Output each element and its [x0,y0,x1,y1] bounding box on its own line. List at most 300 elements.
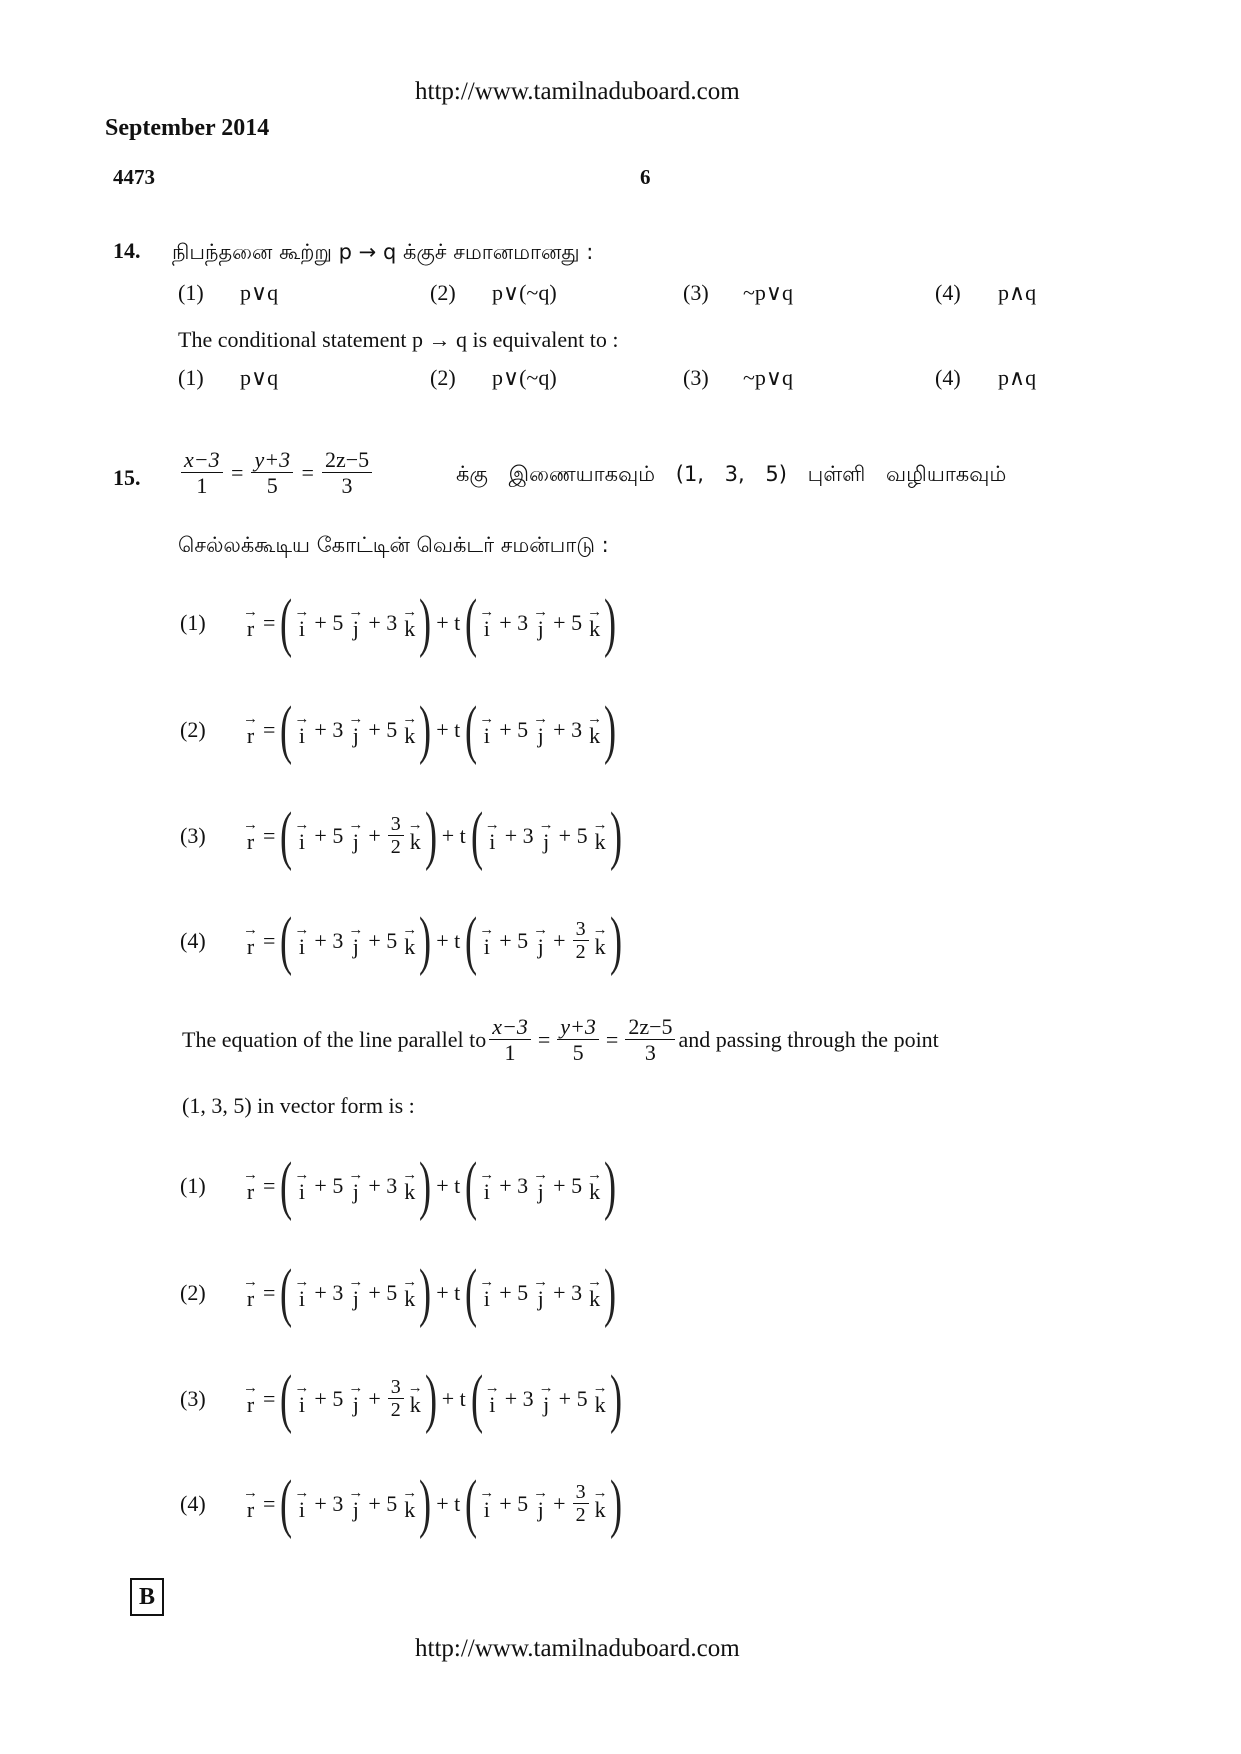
plus-t: + t [436,610,461,635]
coefficient: + 3 [368,1173,398,1198]
vector-letter: j [537,934,544,959]
left-paren: ( [280,1362,293,1435]
q15-english-stem-line1 [182,1015,939,1065]
left-paren: ( [280,693,293,766]
vector-arrow: → [533,711,549,727]
unit-vector-k [402,713,417,747]
vector-arrow: → [479,604,495,620]
frac-den: 3 [341,473,353,499]
unit-vector-k [587,713,602,747]
unit-vector-k [593,819,608,853]
unit-vector-j [539,819,554,853]
frac-num: 2z−5 [322,448,372,473]
q15-tamil-symmetric-equation [178,448,375,498]
unit-vector-j [348,606,363,640]
unit-vector-r [243,1487,258,1521]
option-label: (2) [180,1280,206,1305]
vector-arrow: → [348,1380,364,1396]
coefficient: + 5 [314,1173,344,1198]
vector-letter: i [298,934,305,959]
coefficient: + 5 [314,610,344,635]
equals-sign: = [263,1280,276,1305]
coefficient: + 5 [553,610,583,635]
vector-letter: j [537,1286,544,1311]
q14-tamil-option-1-label: (1) [178,280,204,305]
unit-vector-j [533,1487,548,1521]
vector-group [464,1467,622,1540]
option-label: (1) [180,610,206,635]
unit-vector-i [479,713,494,747]
vector-group [464,1256,617,1329]
vector-group [279,1467,432,1540]
vector-group [279,799,437,872]
unit-vector-j [348,1487,363,1521]
coefficient: + 5 [368,1280,398,1305]
q15-english-option-4 [180,1467,623,1540]
vector-group [279,693,432,766]
coefficient: + 5 [368,928,398,953]
unit-vector-i [294,924,309,958]
q14-tamil-option-2-label: (2) [430,280,456,305]
frac-den: 2 [575,941,586,963]
equals-sign: = [605,1027,619,1053]
left-paren: ( [465,904,478,977]
option-label: (4) [180,928,206,953]
q14-tamil-option-2-text: p∨(~q) [492,280,557,305]
unit-vector-j [348,1382,363,1416]
vector-letter: k [594,934,606,959]
coefficient: + 5 [553,1173,583,1198]
right-paren: ) [609,904,622,977]
unit-vector-k [402,606,417,640]
vector-letter: i [298,1392,305,1417]
unit-vector-k [587,1169,602,1203]
frac-num: y+3 [251,448,293,473]
q15-tamil-option-1 [180,586,617,659]
unit-vector-k [402,1276,417,1310]
option-label: (1) [180,1173,206,1198]
vector-letter: k [594,829,606,854]
vector-group [470,799,623,872]
vector-group [279,1256,432,1329]
vector-arrow: → [243,604,258,620]
q15-english-stem-line2: (1, 3, 5) in vector form is : [182,1093,415,1118]
vector-letter: k [589,1179,601,1204]
coefficient: + 3 [553,717,583,742]
q15-tamil-frac-z [322,448,372,498]
vector-arrow: → [348,1485,364,1501]
vector-letter: i [298,1179,305,1204]
equals-sign: = [263,717,276,742]
unit-vector-i [294,1276,309,1310]
vector-letter: r [246,829,255,854]
coefficient-fraction [573,918,589,964]
vector-letter: j [543,829,550,854]
vector-letter: i [298,829,305,854]
unit-vector-i [294,1382,309,1416]
unit-vector-j [539,1382,554,1416]
vector-arrow: → [243,1274,258,1290]
vector-group [464,586,617,659]
frac-den: 2 [575,1504,586,1526]
question-number-14: 14. [113,238,141,263]
vector-letter: i [298,1497,305,1522]
coefficient: + 3 [504,823,534,848]
frac-num: 3 [573,1481,589,1504]
q14-english-option-4-text: p∧q [998,365,1037,390]
frac-den: 1 [504,1040,516,1066]
frac-den: 5 [266,473,278,499]
english-stem-text: The equation of the line parallel to [182,1027,487,1053]
frac-den: 5 [572,1040,584,1066]
coefficient: + 3 [499,1173,529,1198]
page-number: 6 [640,165,651,189]
vector-arrow: → [243,817,258,833]
coefficient: + 5 [368,717,398,742]
frac-den: 1 [196,473,208,499]
frac-num: x−3 [181,448,223,473]
vector-group [279,586,432,659]
coefficient: + 3 [499,610,529,635]
vector-arrow: → [479,1167,495,1183]
vector-arrow: → [294,922,310,938]
equals-sign: = [263,610,276,635]
vector-arrow: → [402,1485,418,1501]
coefficient: + 3 [314,928,344,953]
vector-letter: j [352,723,359,748]
vector-letter: j [543,1392,550,1417]
vector-letter: k [404,1497,416,1522]
unit-vector-k [408,819,423,853]
coefficient-fraction [573,1481,589,1527]
vector-letter: j [537,723,544,748]
vector-letter: k [404,1179,416,1204]
right-paren: ) [424,799,437,872]
coefficient-fraction [388,813,404,859]
unit-vector-i [485,819,500,853]
coefficient: + 5 [499,1280,529,1305]
unit-vector-j [348,713,363,747]
plus-t: + t [441,1386,466,1411]
q14-tamil-option-3-text: ~p∨q [743,280,794,305]
vector-arrow: → [587,711,603,727]
q15-english-option-2 [180,1256,617,1329]
question-number-15: 15. [113,465,141,490]
vector-arrow: → [587,604,603,620]
vector-letter: j [352,934,359,959]
vector-arrow: → [402,1167,418,1183]
right-paren: ) [424,1362,437,1435]
frac-num: 3 [388,1376,404,1399]
coefficient: + 3 [368,610,398,635]
vector-arrow: → [348,711,364,727]
unit-vector-i [294,1169,309,1203]
unit-vector-j [533,606,548,640]
unit-vector-j [533,713,548,747]
vector-arrow: → [294,604,310,620]
coefficient: + 3 [504,1386,534,1411]
vector-arrow: → [538,1380,554,1396]
vector-arrow: → [592,922,608,938]
vector-letter: k [409,829,421,854]
q14-tamil-option-1-text: p∨q [240,280,279,305]
unit-vector-j [533,924,548,958]
booklet-series-box: B [130,1578,164,1616]
left-paren: ( [470,799,483,872]
plus-t: + t [436,1280,461,1305]
vector-arrow: → [402,711,418,727]
unit-vector-i [294,606,309,640]
unit-vector-j [348,819,363,853]
vector-letter: i [298,616,305,641]
plus-t: + t [441,823,466,848]
vector-arrow: → [294,1274,310,1290]
vector-letter: i [483,934,490,959]
unit-vector-j [348,1276,363,1310]
vector-arrow: → [484,1380,500,1396]
q15-tamil-option-3 [180,799,623,872]
left-paren: ( [465,1256,478,1329]
vector-arrow: → [243,1380,258,1396]
vector-letter: j [352,1286,359,1311]
vector-letter: i [483,1497,490,1522]
vector-arrow: → [348,922,364,938]
vector-group [464,693,617,766]
vector-letter: i [298,723,305,748]
vector-arrow: → [587,1274,603,1290]
vector-letter: k [589,616,601,641]
unit-vector-i [479,1487,494,1521]
unit-vector-r [243,1382,258,1416]
paper-code: 4473 [113,165,155,189]
vector-arrow: → [479,1485,495,1501]
equals-sign: = [263,1491,276,1516]
left-paren: ( [465,1467,478,1540]
frac-den: 2 [390,1399,401,1421]
vector-group [470,1362,623,1435]
vector-arrow: → [294,1167,310,1183]
left-paren: ( [465,586,478,659]
unit-vector-k [402,924,417,958]
unit-vector-j [348,924,363,958]
frac-den: 2 [390,836,401,858]
coefficient: + 3 [314,1491,344,1516]
vector-letter: i [483,616,490,641]
q14-english-option-2-label: (2) [430,365,456,390]
vector-group [464,904,622,977]
q15-tamil-stem-line1: க்கு இணையாகவும் (1, 3, 5) புள்ளி வழியாகவும் [456,462,1007,486]
equals-sign: = [300,460,315,486]
vector-group [279,904,432,977]
vector-arrow: → [533,922,549,938]
vector-arrow: → [348,1274,364,1290]
coefficient: + 5 [368,1491,398,1516]
q14-tamil-option-4-text: p∧q [998,280,1037,305]
option-label: (3) [180,1386,206,1411]
vector-group [464,1149,617,1222]
coefficient: + [368,1386,381,1411]
vector-letter: i [483,723,490,748]
vector-arrow: → [402,604,418,620]
unit-vector-i [479,1276,494,1310]
vector-arrow: → [484,817,500,833]
left-paren: ( [280,586,293,659]
unit-vector-r [243,606,258,640]
vector-arrow: → [243,922,258,938]
left-paren: ( [465,693,478,766]
vector-arrow: → [348,604,364,620]
equals-sign: = [263,1173,276,1198]
q15-english-option-3 [180,1362,623,1435]
q14-tamil-stem: நிபந்தனை கூற்று p → q க்குச் சமானமானது : [172,240,594,264]
coefficient: + 5 [499,717,529,742]
frac-num: y+3 [557,1015,599,1040]
unit-vector-j [533,1276,548,1310]
vector-arrow: → [533,1167,549,1183]
q15-english-frac-z [625,1015,675,1065]
vector-letter: j [352,1497,359,1522]
right-paren: ) [604,1149,617,1222]
option-label: (4) [180,1491,206,1516]
right-paren: ) [419,693,432,766]
q15-tamil-frac-y [251,448,293,498]
unit-vector-r [243,924,258,958]
unit-vector-r [243,819,258,853]
vector-arrow: → [407,817,423,833]
english-stem-text: and passing through the point [678,1027,939,1053]
option-label: (3) [180,823,206,848]
frac-num: x−3 [489,1015,531,1040]
left-paren: ( [280,904,293,977]
vector-letter: k [404,723,416,748]
vector-arrow: → [243,1167,258,1183]
vector-letter: r [246,1497,255,1522]
frac-num: 3 [388,813,404,836]
q14-tamil-option-4-label: (4) [935,280,961,305]
vector-letter: i [298,1286,305,1311]
q14-tamil-option-3-label: (3) [683,280,709,305]
vector-letter: r [246,1179,255,1204]
unit-vector-r [243,1169,258,1203]
unit-vector-k [587,1276,602,1310]
vector-arrow: → [402,1274,418,1290]
equals-sign: = [263,928,276,953]
unit-vector-r [243,713,258,747]
vector-arrow: → [592,1485,608,1501]
q15-tamil-stem-line2: செல்லக்கூடிய கோட்டின் வெக்டர் சமன்பாடு : [178,533,609,557]
q15-tamil-option-2 [180,693,617,766]
unit-vector-k [593,924,608,958]
vector-arrow: → [533,604,549,620]
vector-letter: k [404,1286,416,1311]
coefficient: + 5 [558,1386,588,1411]
coefficient: + 5 [499,928,529,953]
unit-vector-k [587,606,602,640]
vector-letter: k [589,1286,601,1311]
top-url: http://www.tamilnaduboard.com [415,78,740,105]
vector-arrow: → [407,1380,423,1396]
equals-sign: = [229,460,245,486]
coefficient: + 5 [499,1491,529,1516]
plus-t: + t [436,928,461,953]
equals-sign: = [537,1027,551,1053]
q14-english-stem: The conditional statement p → q is equivalent to : [178,327,619,352]
vector-arrow: → [243,711,258,727]
plus-t: + t [436,1491,461,1516]
option-label: (2) [180,717,206,742]
frac-den: 3 [644,1040,656,1066]
vector-letter: k [594,1497,606,1522]
vector-arrow: → [402,922,418,938]
frac-num: 2z−5 [625,1015,675,1040]
right-paren: ) [604,693,617,766]
unit-vector-i [485,1382,500,1416]
vector-letter: j [537,1179,544,1204]
vector-arrow: → [479,1274,495,1290]
vector-letter: j [537,1497,544,1522]
vector-letter: r [246,723,255,748]
right-paren: ) [419,1149,432,1222]
unit-vector-j [348,1169,363,1203]
bottom-url: http://www.tamilnaduboard.com [415,1635,740,1662]
exam-date: September 2014 [105,115,270,141]
q15-english-frac-x [489,1015,531,1065]
vector-letter: i [489,829,496,854]
vector-letter: k [594,1392,606,1417]
vector-letter: r [246,1286,255,1311]
q14-english-option-3-label: (3) [683,365,709,390]
q15-english-option-1 [180,1149,617,1222]
vector-letter: k [404,616,416,641]
coefficient: + [553,928,566,953]
vector-letter: j [352,616,359,641]
vector-arrow: → [243,1485,258,1501]
vector-arrow: → [294,817,310,833]
right-paren: ) [419,904,432,977]
vector-arrow: → [587,1167,603,1183]
vector-group [279,1149,432,1222]
unit-vector-j [533,1169,548,1203]
vector-arrow: → [294,1380,310,1396]
q14-english-option-4-label: (4) [935,365,961,390]
coefficient: + 5 [314,823,344,848]
left-paren: ( [280,1467,293,1540]
vector-group [279,1362,437,1435]
left-paren: ( [280,799,293,872]
q15-tamil-frac-x [181,448,223,498]
q14-english-option-3-text: ~p∨q [743,365,794,390]
vector-letter: i [483,1179,490,1204]
right-paren: ) [609,1467,622,1540]
vector-letter: r [246,1392,255,1417]
vector-letter: j [352,1179,359,1204]
unit-vector-r [243,1276,258,1310]
right-paren: ) [609,1362,622,1435]
right-paren: ) [419,1256,432,1329]
q15-english-frac-y [557,1015,599,1065]
right-paren: ) [604,1256,617,1329]
unit-vector-i [294,819,309,853]
left-paren: ( [470,1362,483,1435]
plus-t: + t [436,1173,461,1198]
vector-arrow: → [538,817,554,833]
vector-letter: k [404,934,416,959]
q15-tamil-option-4 [180,904,623,977]
unit-vector-k [402,1169,417,1203]
vector-arrow: → [294,711,310,727]
unit-vector-i [479,1169,494,1203]
coefficient: + 5 [314,1386,344,1411]
